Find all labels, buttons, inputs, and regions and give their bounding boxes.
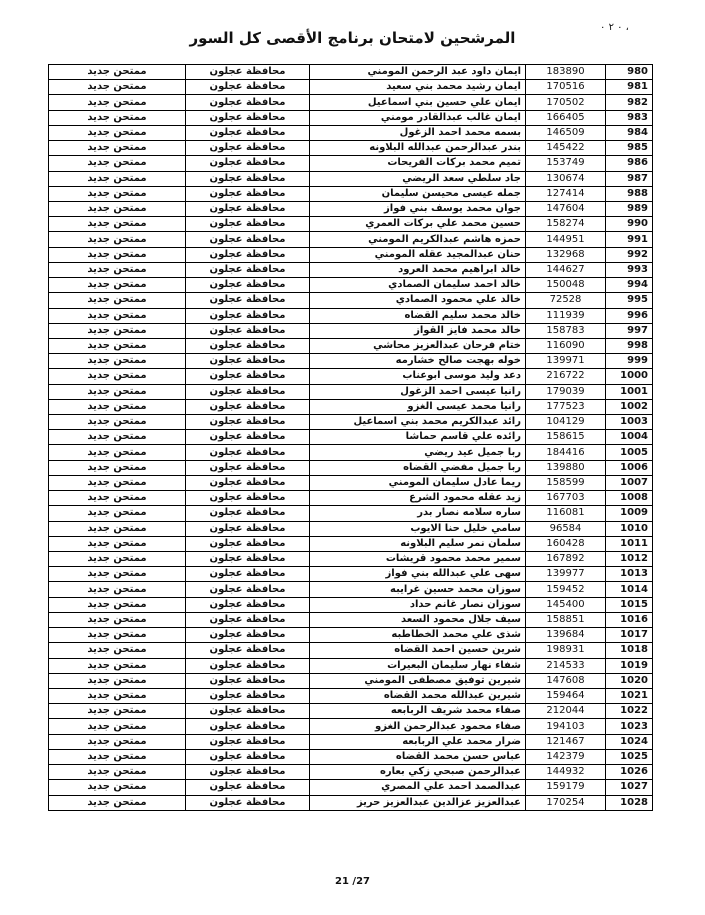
candidate-id: 166405 [526, 110, 606, 125]
table-row [49, 201, 653, 216]
candidate-id: 139971 [526, 354, 606, 369]
row-number: 1001 [606, 384, 653, 399]
candidate-id: 96584 [526, 521, 606, 536]
table-row [49, 171, 653, 186]
row-number: 1006 [606, 460, 653, 475]
candidate-status: ممتحن جديد [49, 491, 186, 506]
candidate-name: شيرين توفيق مصطفى المومني [310, 673, 526, 688]
candidate-status: ممتحن جديد [49, 475, 186, 490]
table-row [49, 552, 653, 567]
candidate-name: سوزان محمد حسين غرايبه [310, 582, 526, 597]
table-row [49, 719, 653, 734]
candidate-id: 214533 [526, 658, 606, 673]
governorate: محافظة عجلون [186, 415, 310, 430]
table-row [49, 293, 653, 308]
table-row [49, 749, 653, 764]
candidate-name: خوله بهجت صالح خشارمه [310, 354, 526, 369]
governorate: محافظة عجلون [186, 628, 310, 643]
candidate-status: ممتحن جديد [49, 262, 186, 277]
governorate: محافظة عجلون [186, 262, 310, 277]
table-row [49, 612, 653, 627]
candidate-status: ممتحن جديد [49, 795, 186, 810]
table-row [49, 521, 653, 536]
candidate-status: ممتحن جديد [49, 308, 186, 323]
governorate: محافظة عجلون [186, 673, 310, 688]
table-row [49, 643, 653, 658]
candidate-id: 159179 [526, 780, 606, 795]
governorate: محافظة عجلون [186, 217, 310, 232]
table-row [49, 567, 653, 582]
candidate-name: حنان عبدالمجيد عقله المومني [310, 247, 526, 262]
candidate-name: عبدالعزيز عزالدين عبدالعزيز حريز [310, 795, 526, 810]
governorate: محافظة عجلون [186, 156, 310, 171]
candidate-status: ممتحن جديد [49, 278, 186, 293]
governorate: محافظة عجلون [186, 688, 310, 703]
table-row [49, 430, 653, 445]
candidate-status: ممتحن جديد [49, 186, 186, 201]
candidate-status: ممتحن جديد [49, 232, 186, 247]
row-number: 1027 [606, 780, 653, 795]
candidate-name: سوزان نصار غانم حداد [310, 597, 526, 612]
candidate-status: ممتحن جديد [49, 582, 186, 597]
governorate: محافظة عجلون [186, 780, 310, 795]
candidate-status: ممتحن جديد [49, 643, 186, 658]
candidate-id: 194103 [526, 719, 606, 734]
candidate-status: ممتحن جديد [49, 323, 186, 338]
candidate-status: ممتحن جديد [49, 384, 186, 399]
row-number: 988 [606, 186, 653, 201]
governorate: محافظة عجلون [186, 354, 310, 369]
candidate-id: 159452 [526, 582, 606, 597]
candidate-status: ممتحن جديد [49, 506, 186, 521]
candidate-name: سمير محمد محمود قريشات [310, 552, 526, 567]
row-number: 983 [606, 110, 653, 125]
candidate-name: سامي خليل حنا الايوب [310, 521, 526, 536]
candidate-id: 153749 [526, 156, 606, 171]
candidate-id: 146509 [526, 125, 606, 140]
governorate: محافظة عجلون [186, 430, 310, 445]
candidate-status: ممتحن جديد [49, 354, 186, 369]
candidate-id: 144951 [526, 232, 606, 247]
governorate: محافظة عجلون [186, 293, 310, 308]
table-row [49, 506, 653, 521]
candidate-status: ممتحن جديد [49, 765, 186, 780]
row-number: 1023 [606, 719, 653, 734]
candidate-status: ممتحن جديد [49, 688, 186, 703]
candidate-id: 72528 [526, 293, 606, 308]
row-number: 981 [606, 80, 653, 95]
row-number: 1010 [606, 521, 653, 536]
candidate-name: حمزه هاشم عبدالكريم المومني [310, 232, 526, 247]
candidate-status: ممتحن جديد [49, 612, 186, 627]
candidate-status: ممتحن جديد [49, 658, 186, 673]
candidate-name: خالد محمد سليم القضاه [310, 308, 526, 323]
table-row [49, 491, 653, 506]
candidate-name: دعد وليد موسى ابوعناب [310, 369, 526, 384]
table-row [49, 262, 653, 277]
table-row [49, 278, 653, 293]
governorate: محافظة عجلون [186, 125, 310, 140]
table-row [49, 658, 653, 673]
candidate-name: رانيا محمد عيسى الغزو [310, 399, 526, 414]
candidate-status: ممتحن جديد [49, 415, 186, 430]
candidate-status: ممتحن جديد [49, 247, 186, 262]
table-row [49, 323, 653, 338]
table-row [49, 247, 653, 262]
row-number: 1003 [606, 415, 653, 430]
candidate-id: 170516 [526, 80, 606, 95]
row-number: 984 [606, 125, 653, 140]
candidate-name: ربا جميل عيد ريضي [310, 445, 526, 460]
candidate-status: ممتحن جديد [49, 704, 186, 719]
governorate: محافظة عجلون [186, 80, 310, 95]
candidate-id: 121467 [526, 734, 606, 749]
candidate-status: ممتحن جديد [49, 597, 186, 612]
row-number: 987 [606, 171, 653, 186]
governorate: محافظة عجلون [186, 278, 310, 293]
candidate-id: 111939 [526, 308, 606, 323]
candidate-name: ريما عادل سليمان المومني [310, 475, 526, 490]
governorate: محافظة عجلون [186, 186, 310, 201]
candidate-name: حسين محمد علي بركات العمري [310, 217, 526, 232]
row-number: 1028 [606, 795, 653, 810]
governorate: محافظة عجلون [186, 506, 310, 521]
table-row [49, 125, 653, 140]
candidate-status: ممتحن جديد [49, 399, 186, 414]
candidate-id: 212044 [526, 704, 606, 719]
candidate-id: 170502 [526, 95, 606, 110]
candidate-id: 167703 [526, 491, 606, 506]
table-row [49, 232, 653, 247]
governorate: محافظة عجلون [186, 475, 310, 490]
candidate-status: ممتحن جديد [49, 156, 186, 171]
candidate-id: 147604 [526, 201, 606, 216]
candidate-status: ممتحن جديد [49, 217, 186, 232]
row-number: 1012 [606, 552, 653, 567]
table-row [49, 536, 653, 551]
table-row [49, 384, 653, 399]
row-number: 1024 [606, 734, 653, 749]
page-title: المرشحين لامتحان برنامج الأقصى كل السور [189, 29, 516, 47]
candidate-id: 104129 [526, 415, 606, 430]
table-row [49, 795, 653, 810]
candidate-name: ايمان داود عبد الرحمن المومني [310, 65, 526, 80]
governorate: محافظة عجلون [186, 612, 310, 627]
page-mark: ٠ ٢ ٠ ، [600, 22, 629, 33]
governorate: محافظة عجلون [186, 704, 310, 719]
candidate-status: ممتحن جديد [49, 673, 186, 688]
candidate-name: جوان محمد يوسف بني فواز [310, 201, 526, 216]
candidate-name: ايمان رشيد محمد بني سعيد [310, 80, 526, 95]
candidate-id: 142379 [526, 749, 606, 764]
candidate-name: خالد احمد سليمان الصمادي [310, 278, 526, 293]
candidate-id: 179039 [526, 384, 606, 399]
row-number: 1022 [606, 704, 653, 719]
candidate-status: ممتحن جديد [49, 719, 186, 734]
page-number: 21 /27 [335, 876, 370, 887]
row-number: 1017 [606, 628, 653, 643]
candidate-name: بسمه محمد احمد الزغول [310, 125, 526, 140]
row-number: 998 [606, 338, 653, 353]
governorate: محافظة عجلون [186, 567, 310, 582]
candidate-name: ايمان غالب عبدالقادر مومني [310, 110, 526, 125]
candidate-name: ختام فرحان عبدالعزيز محاشي [310, 338, 526, 353]
candidate-id: 144627 [526, 262, 606, 277]
governorate: محافظة عجلون [186, 749, 310, 764]
candidates-table-body [49, 65, 653, 811]
governorate: محافظة عجلون [186, 460, 310, 475]
candidate-id: 198931 [526, 643, 606, 658]
table-row [49, 460, 653, 475]
row-number: 1014 [606, 582, 653, 597]
governorate: محافظة عجلون [186, 734, 310, 749]
table-row [49, 765, 653, 780]
candidate-status: ممتحن جديد [49, 521, 186, 536]
candidate-name: شفاء نهار سليمان البعيرات [310, 658, 526, 673]
candidate-name: جاد سلطي سعد الريضي [310, 171, 526, 186]
row-number: 992 [606, 247, 653, 262]
governorate: محافظة عجلون [186, 369, 310, 384]
table-row [49, 704, 653, 719]
candidate-id: 127414 [526, 186, 606, 201]
candidate-name: عباس حسن محمد القضاه [310, 749, 526, 764]
governorate: محافظة عجلون [186, 582, 310, 597]
candidate-status: ممتحن جديد [49, 369, 186, 384]
candidate-id: 139684 [526, 628, 606, 643]
candidate-id: 160428 [526, 536, 606, 551]
candidate-id: 144932 [526, 765, 606, 780]
candidate-id: 158615 [526, 430, 606, 445]
candidate-name: صفاء محمد شريف الربابعه [310, 704, 526, 719]
governorate: محافظة عجلون [186, 552, 310, 567]
candidate-id: 158851 [526, 612, 606, 627]
table-row [49, 597, 653, 612]
candidate-id: 139977 [526, 567, 606, 582]
table-row [49, 734, 653, 749]
governorate: محافظة عجلون [186, 338, 310, 353]
table-row [49, 338, 653, 353]
candidate-name: سيف جلال محمود السعد [310, 612, 526, 627]
table-row [49, 156, 653, 171]
candidate-status: ممتحن جديد [49, 110, 186, 125]
candidate-id: 158599 [526, 475, 606, 490]
candidate-id: 130674 [526, 171, 606, 186]
candidate-status: ممتحن جديد [49, 80, 186, 95]
table-row [49, 688, 653, 703]
candidate-id: 145422 [526, 141, 606, 156]
row-number: 994 [606, 278, 653, 293]
candidate-id: 145400 [526, 597, 606, 612]
candidate-name: شرين حسين احمد القضاه [310, 643, 526, 658]
governorate: محافظة عجلون [186, 384, 310, 399]
candidate-name: ضرار محمد علي الربابعه [310, 734, 526, 749]
row-number: 980 [606, 65, 653, 80]
row-number: 995 [606, 293, 653, 308]
candidate-name: خالد ابراهيم محمد العرود [310, 262, 526, 277]
row-number: 1008 [606, 491, 653, 506]
row-number: 1007 [606, 475, 653, 490]
row-number: 1020 [606, 673, 653, 688]
row-number: 991 [606, 232, 653, 247]
row-number: 1011 [606, 536, 653, 551]
governorate: محافظة عجلون [186, 308, 310, 323]
candidate-name: عبدالرحمن صبحي زكي بعاره [310, 765, 526, 780]
table-row [49, 141, 653, 156]
candidate-status: ممتحن جديد [49, 460, 186, 475]
candidate-id: 159464 [526, 688, 606, 703]
table-row [49, 65, 653, 80]
candidate-name: خالد علي محمود الصمادي [310, 293, 526, 308]
candidate-name: ربا جميل مفضي القضاه [310, 460, 526, 475]
row-number: 1021 [606, 688, 653, 703]
table-row [49, 780, 653, 795]
candidate-name: رائده علي قاسم حماشا [310, 430, 526, 445]
governorate: محافظة عجلون [186, 110, 310, 125]
candidate-name: رائد عبدالكريم محمد بني اسماعيل [310, 415, 526, 430]
candidate-name: تميم محمد بركات الفريحات [310, 156, 526, 171]
candidate-name: شذى علي محمد الخطاطبه [310, 628, 526, 643]
table-row [49, 217, 653, 232]
row-number: 993 [606, 262, 653, 277]
table-row [49, 354, 653, 369]
governorate: محافظة عجلون [186, 323, 310, 338]
row-number: 1016 [606, 612, 653, 627]
candidate-status: ممتحن جديد [49, 141, 186, 156]
candidate-name: سهى علي عبدالله بني فواز [310, 567, 526, 582]
table-row [49, 673, 653, 688]
governorate: محافظة عجلون [186, 445, 310, 460]
governorate: محافظة عجلون [186, 141, 310, 156]
row-number: 986 [606, 156, 653, 171]
candidate-status: ممتحن جديد [49, 171, 186, 186]
candidate-id: 116081 [526, 506, 606, 521]
candidate-name: ايمان علي حسين بني اسماعيل [310, 95, 526, 110]
candidate-id: 150048 [526, 278, 606, 293]
candidate-id: 184416 [526, 445, 606, 460]
table-row [49, 475, 653, 490]
row-number: 1000 [606, 369, 653, 384]
governorate: محافظة عجلون [186, 171, 310, 186]
candidate-status: ممتحن جديد [49, 338, 186, 353]
row-number: 1026 [606, 765, 653, 780]
candidate-id: 158783 [526, 323, 606, 338]
candidate-name: ساره سلامه نصار بدر [310, 506, 526, 521]
candidate-id: 158274 [526, 217, 606, 232]
table-row [49, 582, 653, 597]
table-row [49, 110, 653, 125]
governorate: محافظة عجلون [186, 597, 310, 612]
table-row [49, 369, 653, 384]
candidate-name: جمله عيسى محيسن سليمان [310, 186, 526, 201]
governorate: محافظة عجلون [186, 765, 310, 780]
candidate-status: ممتحن جديد [49, 445, 186, 460]
candidate-id: 139880 [526, 460, 606, 475]
governorate: محافظة عجلون [186, 719, 310, 734]
candidate-id: 177523 [526, 399, 606, 414]
candidate-name: شيرين عبدالله محمد القضاه [310, 688, 526, 703]
row-number: 1002 [606, 399, 653, 414]
table-row [49, 445, 653, 460]
candidate-status: ممتحن جديد [49, 125, 186, 140]
governorate: محافظة عجلون [186, 247, 310, 262]
candidate-status: ممتحن جديد [49, 780, 186, 795]
table-row [49, 399, 653, 414]
row-number: 1005 [606, 445, 653, 460]
candidate-status: ممتحن جديد [49, 95, 186, 110]
candidate-id: 132968 [526, 247, 606, 262]
row-number: 989 [606, 201, 653, 216]
governorate: محافظة عجلون [186, 536, 310, 551]
table-row [49, 628, 653, 643]
governorate: محافظة عجلون [186, 399, 310, 414]
candidate-status: ممتحن جديد [49, 749, 186, 764]
governorate: محافظة عجلون [186, 201, 310, 216]
candidate-id: 216722 [526, 369, 606, 384]
candidate-id: 170254 [526, 795, 606, 810]
table-row [49, 186, 653, 201]
row-number: 999 [606, 354, 653, 369]
row-number: 1004 [606, 430, 653, 445]
candidate-status: ممتحن جديد [49, 430, 186, 445]
governorate: محافظة عجلون [186, 491, 310, 506]
candidate-id: 147608 [526, 673, 606, 688]
table-row [49, 80, 653, 95]
candidate-status: ممتحن جديد [49, 201, 186, 216]
row-number: 1009 [606, 506, 653, 521]
candidate-status: ممتحن جديد [49, 552, 186, 567]
candidate-name: زيد عقله محمود الشرع [310, 491, 526, 506]
row-number: 1013 [606, 567, 653, 582]
candidate-status: ممتحن جديد [49, 628, 186, 643]
row-number: 990 [606, 217, 653, 232]
row-number: 1025 [606, 749, 653, 764]
table-row [49, 95, 653, 110]
row-number: 985 [606, 141, 653, 156]
candidate-status: ممتحن جديد [49, 536, 186, 551]
candidates-table [48, 64, 653, 811]
table-row [49, 308, 653, 323]
row-number: 1019 [606, 658, 653, 673]
candidate-status: ممتحن جديد [49, 567, 186, 582]
candidate-name: خالد محمد فايز القواز [310, 323, 526, 338]
governorate: محافظة عجلون [186, 795, 310, 810]
row-number: 997 [606, 323, 653, 338]
candidate-status: ممتحن جديد [49, 734, 186, 749]
candidate-name: رانيا عيسى احمد الزغول [310, 384, 526, 399]
candidate-name: عبدالصمد احمد علي المصري [310, 780, 526, 795]
candidate-name: صفاء محمود عبدالرحمن الغزو [310, 719, 526, 734]
governorate: محافظة عجلون [186, 643, 310, 658]
governorate: محافظة عجلون [186, 95, 310, 110]
row-number: 1018 [606, 643, 653, 658]
row-number: 1015 [606, 597, 653, 612]
row-number: 982 [606, 95, 653, 110]
row-number: 996 [606, 308, 653, 323]
candidate-name: سلمان نمر سليم البلاونه [310, 536, 526, 551]
candidate-status: ممتحن جديد [49, 65, 186, 80]
governorate: محافظة عجلون [186, 232, 310, 247]
candidate-id: 167892 [526, 552, 606, 567]
table-row [49, 415, 653, 430]
governorate: محافظة عجلون [186, 65, 310, 80]
candidate-status: ممتحن جديد [49, 293, 186, 308]
candidate-id: 183890 [526, 65, 606, 80]
governorate: محافظة عجلون [186, 658, 310, 673]
candidate-id: 116090 [526, 338, 606, 353]
governorate: محافظة عجلون [186, 521, 310, 536]
candidate-name: بندر عبدالرحمن عبدالله البلاونه [310, 141, 526, 156]
